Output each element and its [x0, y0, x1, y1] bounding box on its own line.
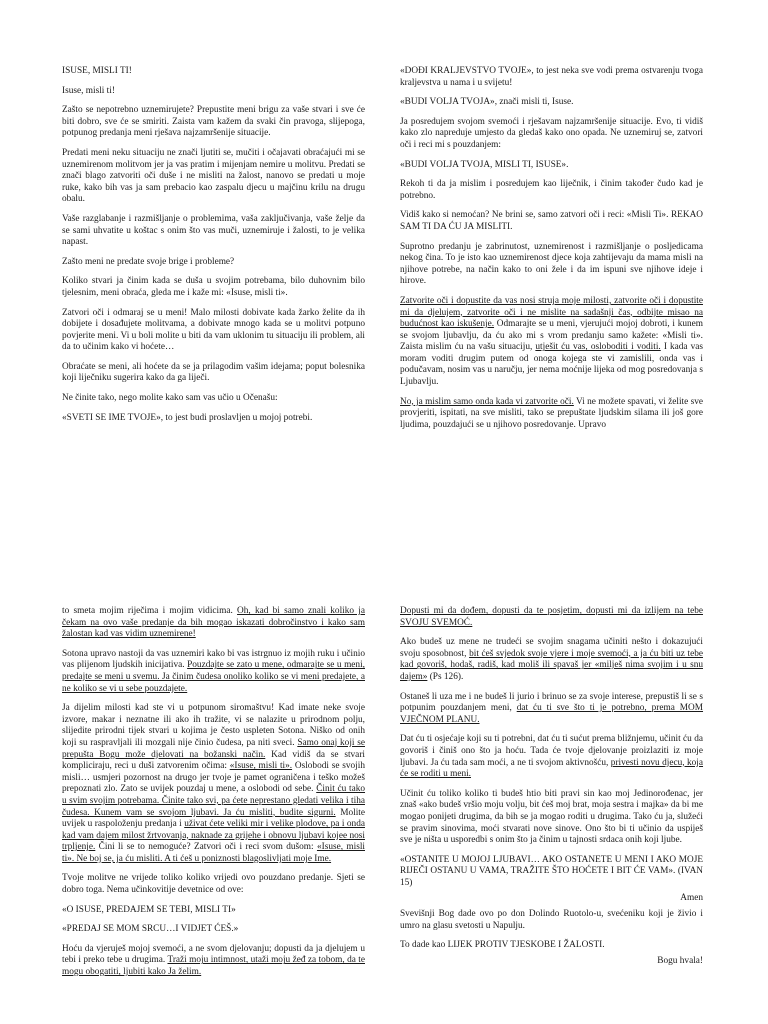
page1-left-column — [62, 66, 365, 432]
paragraph: «O ISUSE, PREDAJEM SE TEBI, MISLI TI» — [62, 904, 236, 915]
paragraph: Ne činite tako, nego molite kako sam vas učio u Očenašu: — [62, 393, 278, 404]
paragraph: Isuse, misli ti! — [62, 85, 115, 96]
paragraph: «SVETI SE IME TVOJE», to jest budi proslavljen u mojoj potrebi. — [62, 412, 313, 423]
text-run: Vi ne možete spavati, vi želite sve provjeriti, ispitati, na sve misliti, tako se prepuštate ljudskim silama ili još gore ljudima, pouzdajući se u njihovo posredovanje. Upravo — [400, 396, 704, 430]
paragraph: Zašto meni ne predate svoje brige i probleme? — [62, 256, 235, 267]
paragraph: Ja posredujem svojom svemoći i rješavam najzamršenije situacije. Evo, ti vidiš kako zlo napreduje umjesto da gledaš kako ono opada. Ne uznemiruj se, zatvori oči i reci mi s pouzdanjem: — [400, 116, 703, 150]
paragraph — [62, 944, 365, 979]
underlined-text: «Isuse, misli ti». Ne boj se, ja ću misliti. A ti ćeš u poniznosti blagoslivljati moje Ime. — [62, 842, 365, 864]
text-run: Ako budeš uz mene ne trudeći se svojim snagama učiniti nešto i dokazujući svoju sposobnost, — [400, 637, 703, 659]
amen-text: Amen — [680, 893, 703, 904]
paragraph — [400, 734, 703, 780]
page2-right-column — [400, 606, 703, 975]
text-run: Ostaneš li uza me i ne budeš li jurio i brinuo se za svoje interese, prepustiš li se s potpunim pouzdanjem meni, — [400, 691, 703, 714]
paragraph: Zašto se nepotrebno uznemirujete? Prepustite meni brigu za vaše stvari i sve će biti dobro, sve će se smiriti. Zaista vam kažem da svaki čin pravoga, slijepoga, potpunog predanja meni rješava najzamršenije situacije. — [62, 105, 365, 139]
underlined-text: Traži moju intimnost, utaži moju žeđ za tobom, da te mogu obogatiti, ljubiti kako Ja želim. — [62, 955, 365, 978]
paragraph: Vidiš kako si nemoćan? Ne brini se, samo zatvori oči i reci: «Misli Ti». REKAO SAM TI DA ĆU JA MISLITI. — [400, 210, 703, 232]
paragraph — [62, 606, 365, 641]
page2-left-column — [62, 606, 365, 987]
text-run: to smeta mojim riječima i mojim vidicima. — [62, 606, 238, 616]
paragraph: «BUDI VOLJA TVOJA, MISLI TI, ISUSE». — [400, 159, 569, 170]
paragraph: Koliko stvari ja činim kada se duša u svojim potrebama, bilo duhovnim bilo tjelesnim, meni obraća, gleda me i kaže mi: «Isuse, misli ti». — [62, 276, 365, 298]
text-run: Odmarajte se u meni, vjerujući mojoj dobroti, i kunem se svojom ljubavlju, da ću ako mi s vrom predanju samo kažete: «Misli ti». Zaista mislim ću na vašu situaciju, — [400, 319, 704, 353]
closing-text: Bogu hvala! — [657, 955, 703, 966]
underlined-text: Dopusti mi da dođem, dopusti da te posjetim, dopusti mi da izlijem na tebe SVOJU SVEMOĆ. — [400, 606, 703, 628]
paragraph — [62, 703, 365, 865]
paragraph: Obraćate se meni, ali hoćete da se ja prilagodim vašim idejama; poput bolesnika koji liječniku sugerira kako da ga liječi. — [62, 361, 365, 384]
paragraph: Učinit ću toliko koliko ti budeš htio biti pravi sin kao moj Jedinorođenac, jer znaš «ako budeš vršio moju volju, bit ćeš moj brat, moja sestra i majka» da bi me mogao ponijeti drugima, da bih se ja mogao roditi u drugima. Tako ću ja, služeći se pravim sinovima, moći stvarati nove sinove. Ono što bi ti učinio da uspiješ sve je ništa u usporedbi s onim što ja činim u tajnosti srdaca onih koji ljube. — [400, 788, 703, 846]
paragraph: «PREDAJ SE MOM SRCU…I VIDJET ĆEŠ.» — [62, 924, 239, 935]
paragraph: «OSTANITE U MOJOJ LJUBAVI… AKO OSTANETE U MENI I AKO MOJE RIJEČI OSTANU U VAMA, TRAŽITE ŠTO HOĆETE I BIT ĆE VAM». (IVAN 15) — [400, 854, 703, 888]
text-run: Čini li se to nemoguće? Zatvori oči i reci svom dušom: — [95, 842, 317, 853]
paragraph: Zatvori oči i odmaraj se u meni! Malo milosti dobivate kada žarko želite da ih dobijete i dosađujete molitvama, a dobivate mnogo kada se u molitvi potpuno povjerite meni. Vi u boli molite u biti da vam uklonim tu situaciju ili problem, ali da to učinim kako vi hoćete… — [62, 307, 365, 353]
underlined-text: bit ćeš svjedok svoje vjere i moje svemoći, a ja ću biti uz tebe kad govoriš, hodaš, radiš, kad moliš ili spavaš jer «milješ nima svojim i u snu dajem» — [400, 648, 703, 682]
paragraph: Tvoje molitve ne vrijede toliko koliko vrijedi ovo pouzdano predanje. Sjeti se dobro toga. Nema učinkovitije devetnice od ove: — [62, 873, 365, 896]
paragraph: Suprotno predanju je zabrinutost, uznemirenost i razmišljanje o posljedicama nekog čina. To je isto kao uznemirenost djece koja zahtijevaju da mama misli na njihove potrebe, na način kako to oni žele i da im ispuni sve njihove ideje i hirove. — [400, 241, 703, 287]
underlined-text: Zatvorite oči i dopustite da vas nosi struja moje milosti, zatvorite oči i dopustite mi da djelujem, zatvorite oči i ne mislite na sadašnji čas, odbijte misao na budućnost kao iskušenje. — [400, 295, 703, 330]
page1-right-column — [400, 66, 703, 439]
underlined-text: utješit ću vas, osloboditi i voditi. — [535, 342, 661, 353]
paragraph: Rekoh ti da ja mislim i posredujem kao liječnik, i činim također čudo kad je potrebno. — [400, 179, 703, 201]
underlined-text: No, ja mislim samo onda kada vi zatvorite oči. — [400, 396, 574, 407]
paragraph: «DOĐI KRALJEVSTVO TVOJE», to jest neka sve vodi prema ostvarenju tvoga kraljevstva u nama i u svijetu! — [400, 66, 703, 88]
paragraph — [400, 637, 703, 683]
document-title: ISUSE, MISLI TI! — [62, 66, 132, 76]
paragraph — [400, 692, 703, 727]
underlined-text: Činit ću tako u svim svojim potrebama. Činite tako svi, pa ćete neprestano gledati velika i tiha čudesa. Kunem vam se svojom ljubavi. Ja ću misliti, budite sigurni. — [62, 784, 366, 818]
paragraph: To dade kao LIJEK PROTIV TJESKOBE I ŽALOSTI. — [400, 940, 605, 951]
text-run: Dat ću ti osjećaje koji su ti potrebni, dat ću ti sućut prema bližnjemu, učinit ću da govoriš i činiš ono što ja hoću. Tada će tvoje djelovanje proizlaziti iz moje ljubavi. Ja ću tada sam moći, a ne ti svojom aktivnošću, — [400, 734, 703, 768]
paragraph: Svevišnji Bog dade ovo po don Dolindo Ruotolo-u, svećeniku koji je živio i umro na glasu svetosti u Napulju. — [400, 909, 703, 931]
text-run: Molite uvijek u raspoloženju predanja i — [62, 807, 365, 830]
underlined-text: uživat ćete veliki mir i velike plodove, pa i onda kad vam dajem milost žrtvovanja, naknade za grijehe i obnovu ljubavi kojeе nosi trpljenje. — [62, 819, 365, 853]
paragraph: Predati meni neku situaciju ne znači ljutiti se, mučiti i očajavati obraćajući mi se uznemirenom molitvom jer ja vas pratim i mijenjam nemire u molitvu. Predati se znači blago zatvoriti oči duše i ne misliti na žalost, nanovo se predati u moje ruke, kako bih vas ja sam prebacio kao zaspalu djecu u majčinu krilu na drugu obalu. — [62, 147, 365, 205]
paragraph — [400, 397, 703, 432]
text-run: (Ps 126). — [427, 671, 464, 682]
text-run: I kada vas moram voditi drugim putem od onoga kojega ste vi zamislili, onda vas i podučavam, nosim vas u naručju, jer nema moćnije lijeka od mog posredovanja s Ljubavlju. — [400, 342, 703, 388]
text-run: Ja dijelim milosti kad ste vi u potpunom siromaštvu! Kad imate neke svoje izvore, makar i neznatne ili ako ih tražite, vi se nalazite u prirodnom polju, slijedite prirodni tijek stvari u kojima je često uspleten Sotona. Niško od onih koji su raspravljali ili mozgali nije činio čudesa, pa niti sveci. — [62, 703, 365, 748]
paragraph — [62, 649, 365, 695]
paragraph: «BUDI VOLJA TVOJA», znači misli ti, Isuse. — [400, 97, 574, 108]
underlined-text: dat ću ti sve što ti je potrebno, prema MOM VJEČNOM PLANU. — [400, 703, 704, 725]
text-run: Kad vidiš da se stvari kompliciraju, reci u duši zatvorenim očima: — [62, 749, 365, 772]
underlined-text: Samo onaj koji se prepušta Bogu može djelovati na božanski način. — [62, 737, 365, 760]
underlined-text: Oh, kad bi samo znali koliko ja čekam na ovo vaše predanje da bih mogao iskazati dobročinstvo i kako sam žalostan kad vas vidim uznemirene! — [62, 606, 365, 640]
text-run: Oslobodi se svojih misli… usmjeri pozornost na drugo jer tvoje je pamet ograničena i teško možeš prepoznati zlo. Zato se uvijek pouzdaj u mene, a oslobodi od sebe. — [62, 761, 365, 795]
underlined-text: «Isuse, misli ti». — [229, 761, 293, 772]
paragraph — [400, 606, 703, 629]
underlined-text: privesti novu djecu, koja će se roditi u meni. — [400, 757, 704, 780]
text-run: Sotona upravo nastoji da vas uznemiri kako bi vas istrgnuo iz mojih ruku i učinio vas plijenom ljudskih inicijativa. — [62, 648, 365, 671]
underlined-text: Pouzdajte se zato u mene, odmarajte se u meni, predajte se meni u svemu. Ja činim čudesa onoliko koliko se vi meni predajete, a ne koliko se vi u sebe pouzdajete. — [62, 660, 365, 694]
paragraph — [400, 296, 703, 389]
paragraph: Vaše razglabanje i razmišljanje o problemima, vaša zaključivanja, vaše želje da se sami uhvatite u koštac s onim što vas muči, uznemiruje i žalosti, to je velika napast. — [62, 213, 365, 248]
text-run: Hoću da vjeruješ mojoj svemoći, a ne svom djelovanju; dopusti da ja djelujem u tebi i preko tebe u drugima. — [62, 943, 365, 966]
